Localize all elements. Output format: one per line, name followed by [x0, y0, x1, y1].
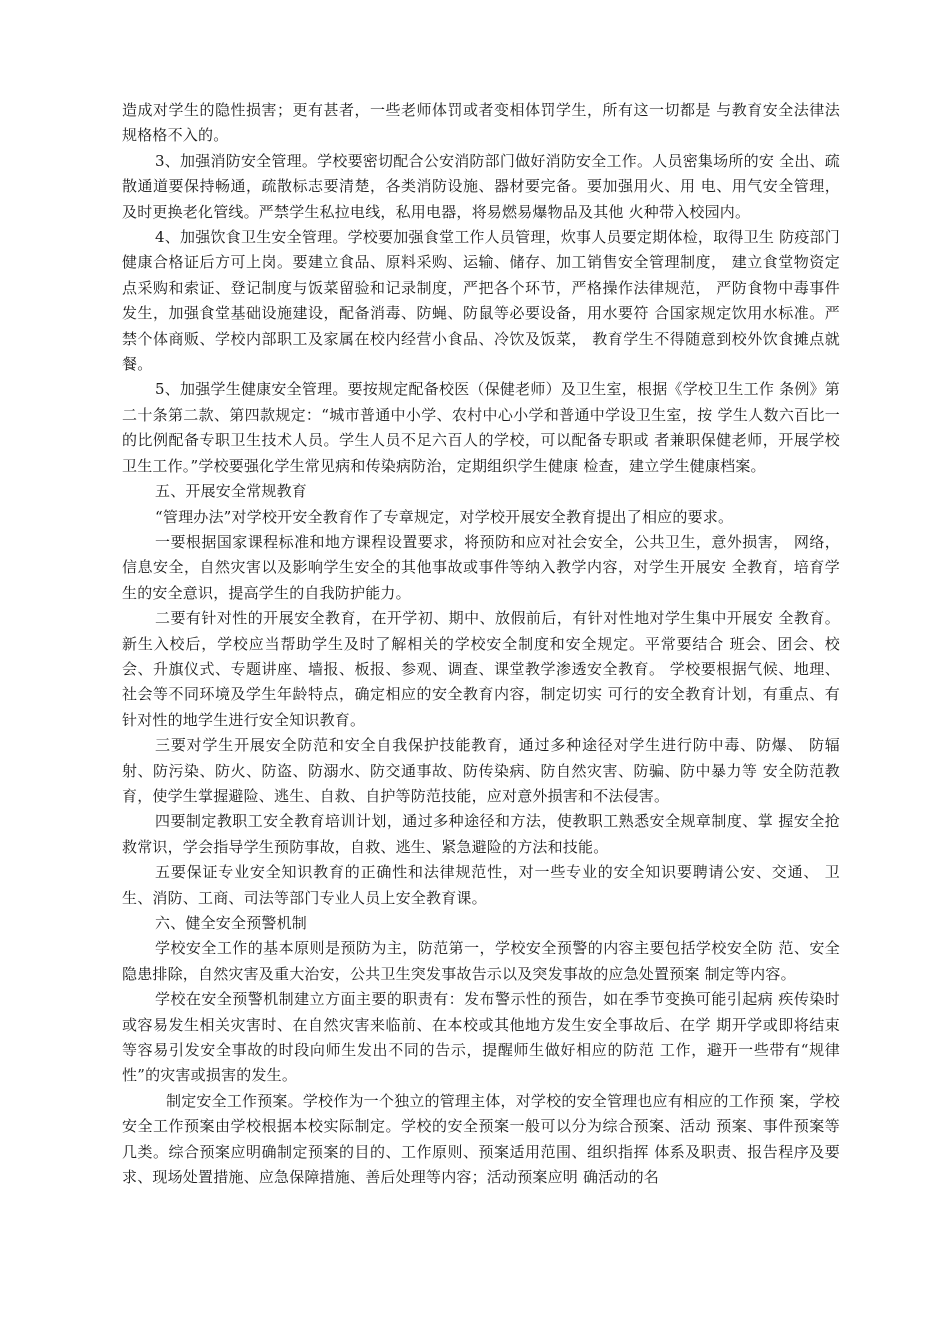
paragraph-health-safety: 5、加强学生健康安全管理。要按规定配备校医（保健老师）及卫生室，根据《学校卫生工作 条例》第二十条第二款、第四款规定：“城市普通中小学、农村中心小学和普通中学设卫生室，按 学生人数六百比一的比例配备专职卫生技术人员。学生人员不足六百人的学校，可以配备专职或 者兼职保健老师，开展学校卫生工作。”学校要强化学生常见病和传染病防治，定期组织学生健康 检查，建立学生健康档案。: [122, 380, 840, 475]
paragraph-food-safety: 4、加强饮食卫生安全管理。学校要加强食堂工作人员管理，炊事人员要定期体检，取得卫生 防疫部门健康合格证后方可上岗。要建立食品、原料采购、运输、储存、加工销售安全管理制度， 建立食堂物资定点采购和索证、登记制度与饭菜留验和记录制度，严把各个环节，严格操作法律规范， 严防食物中毒事件发生，加强食堂基础设施建设，配备消毒、防蝇、防鼠等必要设备，用水要符 合国家规定饮用水标准。严禁个体商贩、学校内部职工及家属在校内经营小食品、冷饮及饭菜， 教育学生不得随意到校外饮食摊点就餐。: [122, 228, 840, 374]
paragraph-point-4: 四要制定教职工安全教育培训计划，通过多种途径和方法，使教职工熟悉安全规章制度、掌 握安全抢救常识，学会指导学生预防事故，自救、逃生、紧急避险的方法和技能。: [122, 812, 840, 856]
paragraph-point-2: 二要有针对性的开展安全教育，在开学初、期中、放假前后，有针对性地对学生集中开展安 全教育。新生入校后，学校应当帮助学生及时了解相关的学校安全制度和安全规定。平常要结合 班会、团会、校会、升旗仪式、专题讲座、墙报、板报、参观、调查、课堂教学渗透安全教育。 学校要根据气候、地理、社会等不同环境及学生年龄特点，确定相应的安全教育内容，制定切实 可行的安全教育计划，有重点、有针对性的地学生进行安全知识教育。: [122, 609, 840, 729]
paragraph-point-5: 五要保证专业安全知识教育的正确性和法律规范性，对一些专业的安全知识要聘请公安、交通、 卫生、消防、工商、司法等部门专业人员上安全教育课。: [122, 863, 840, 907]
section-heading-5: 五、开展安全常规教育: [155, 482, 308, 501]
paragraph-point-1: 一要根据国家课程标准和地方课程设置要求，将预防和应对社会安全，公共卫生，意外损害， 网络，信息安全，自然灾害以及影响学生安全的其他事故或事件等纳入教学内容，对学生开展安 全教育，培育学生的安全意识，提高学生的自我防护能力。: [122, 532, 840, 602]
paragraph-warning-principle: 学校安全工作的基本原则是预防为主，防范第一，学校安全预警的内容主要包括学校安全防 范、安全隐患排除，自然灾害及重大治安，公共卫生突发事故告示以及突发事故的应急处置预案 制定等内容。: [122, 939, 840, 983]
section-heading-6: 六、健全安全预警机制: [155, 914, 308, 932]
paragraph-continuation: 造成对学生的隐性损害；更有甚者，一些老师体罚或者变相体罚学生，所有这一切都是 与教育安全法律法规格格不入的。: [122, 101, 840, 145]
paragraph-warning-duties: 学校在安全预警机制建立方面主要的职责有：发布警示性的预告，如在季节变换可能引起病 疾传染时或容易发生相关灾害时、在自然灾害来临前、在本校或其他地方发生安全事故后、在学 期开学或即将结束等容易引发安全事故的时段向师生发出不同的告示，提醒师生做好相应的防范 工作，避开一些带有“规律 性”的灾害或损害的发生。: [122, 990, 840, 1085]
paragraph-fire-safety: 3、加强消防安全管理。学校要密切配合公安消防部门做好消防安全工作。人员密集场所的安 全出、疏散通道要保持畅通，疏散标志要清楚，各类消防设施、器材要完备。要加强用火、用 电、用气安全管理，及时更换老化管线。严禁学生私拉电线，私用电器，将易燃易爆物品及其他 火种带入校园内。: [122, 151, 840, 221]
document-body: [122, 98, 840, 1190]
paragraph-point-3: 三要对学生开展安全防范和安全自我保护技能教育，通过多种途径对学生进行防中毒、防爆、 防辐射、防污染、防火、防盗、防溺水、防交通事故、防传染病、防自然灾害、防骗、防中暴力等 安全防范教育，使学生掌握避险、逃生、自救、自护等防范技能，应对意外损害和不法侵害。: [122, 736, 840, 805]
paragraph-management-rules: “管理办法”对学校开安全教育作了专章规定，对学校开展安全教育提出了相应的要求。: [155, 507, 734, 526]
paragraph-safety-plan: 制定安全工作预案。学校作为一个独立的管理主体，对学校的安全管理也应有相应的工作预 案，学校安全工作预案由学校根据本校实际制定。学校的安全预案一般可以分为综合预案、活动 预案、事件预案等几类。综合预案应明确制定预案的目的、工作原则、预案适用范围、组织指挥 体系及职责、报告程序及要求、现场处置措施、应急保障措施、善后处理等内容；活动预案应明 确活动的名: [122, 1091, 840, 1187]
